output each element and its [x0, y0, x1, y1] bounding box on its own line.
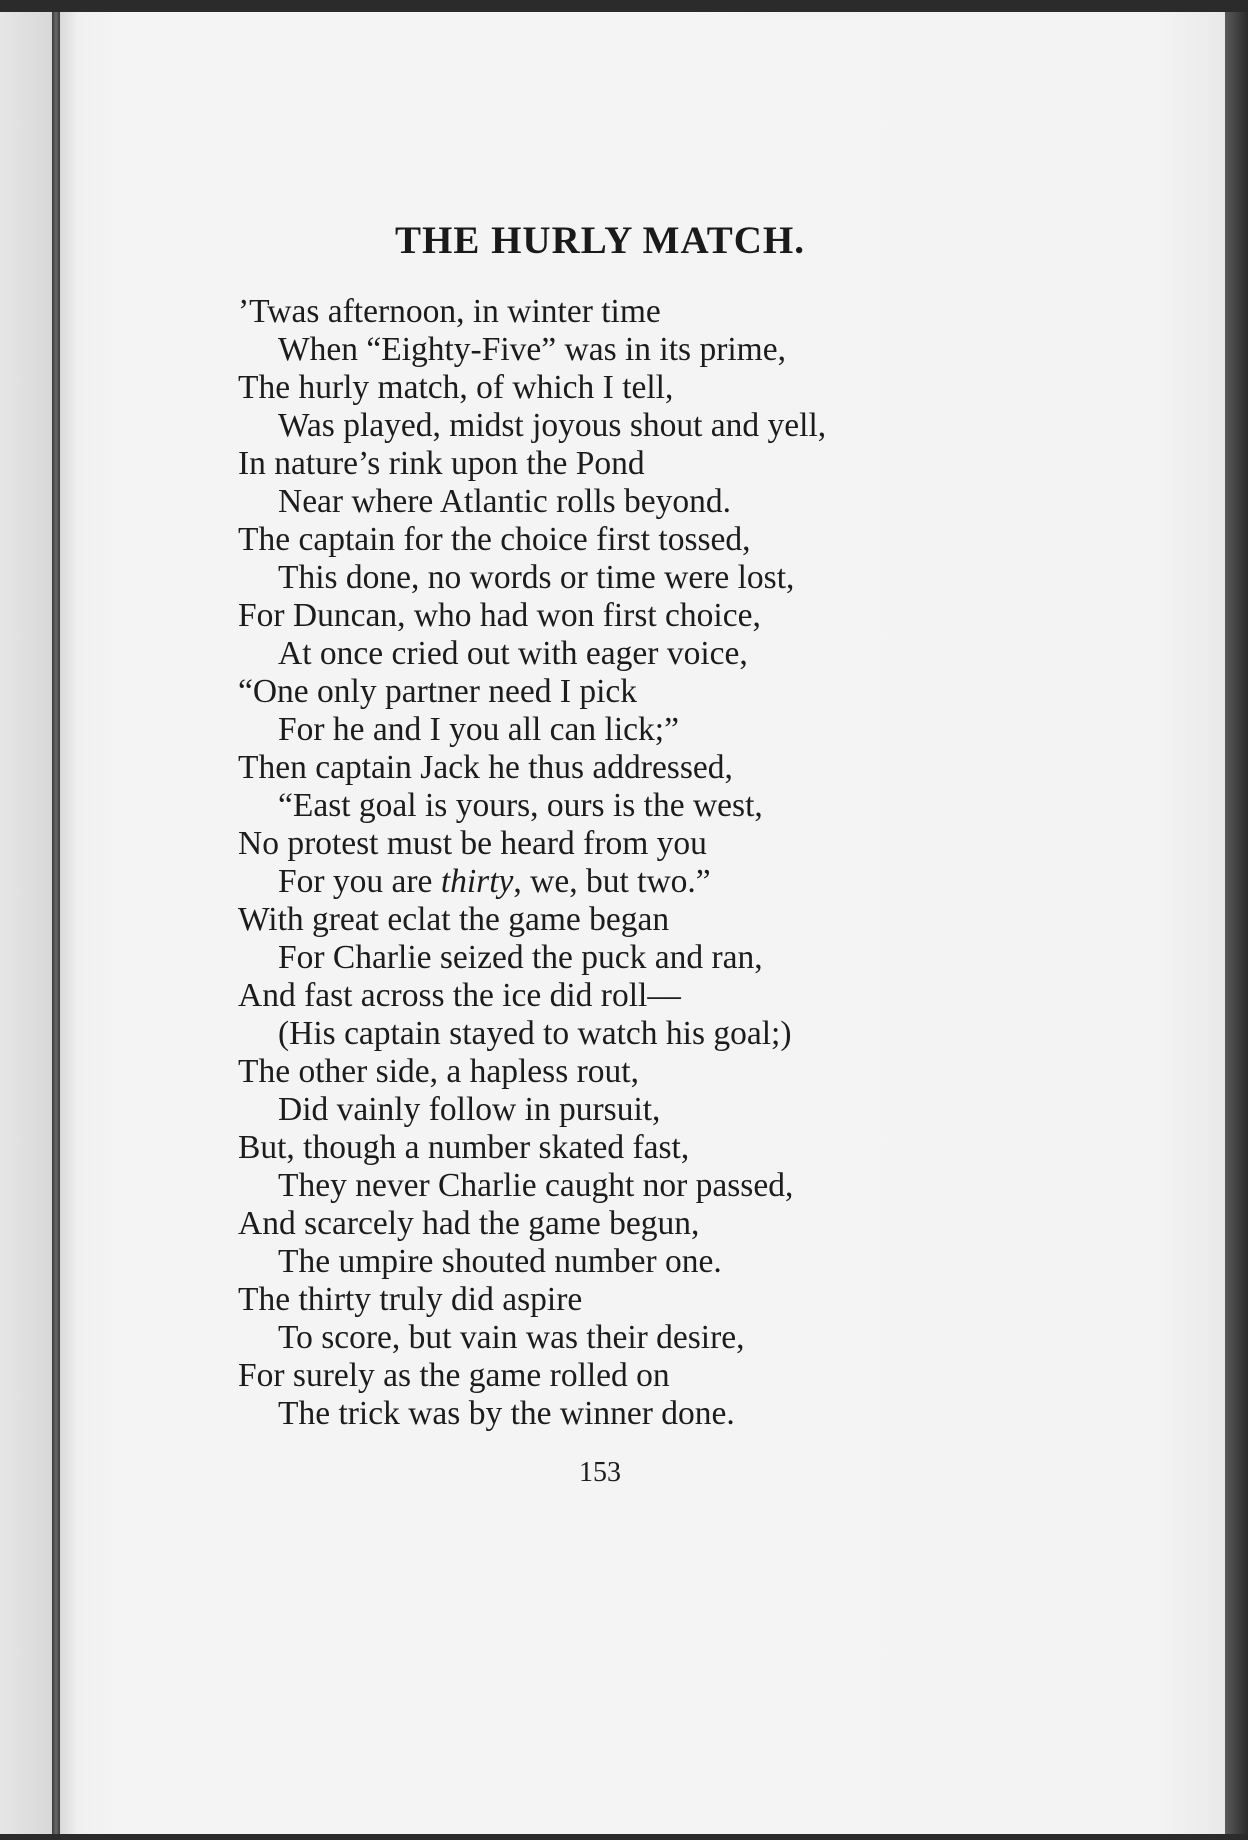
poem-line: “One only partner need I pick: [238, 673, 638, 710]
poem-line: They never Charlie caught nor passed,: [278, 1167, 794, 1204]
poem-line: In nature’s rink upon the Pond: [238, 445, 645, 482]
poem-line-text: , we, but two.”: [513, 863, 711, 900]
poem-line: Was played, midst joyous shout and yell,: [278, 407, 827, 444]
poem-line: And fast across the ice did roll—: [238, 977, 681, 1014]
poem-line: The trick was by the winner done.: [278, 1395, 735, 1432]
page-number: 153: [579, 1457, 621, 1488]
poem-line: Near where Atlantic rolls beyond.: [278, 483, 732, 520]
poem-line-text: For you are: [278, 863, 441, 900]
poem-line: The other side, a hapless rout,: [238, 1053, 639, 1090]
poem-line: (His captain stayed to watch his goal;): [278, 1015, 792, 1052]
poem-line: At once cried out with eager voice,: [278, 635, 748, 672]
poem-line: This done, no words or time were lost,: [278, 559, 795, 596]
poem-line: To score, but vain was their desire,: [278, 1319, 745, 1356]
poem-line: No protest must be heard from you: [238, 825, 707, 862]
book-gutter: [52, 12, 60, 1834]
poem-line: For Duncan, who had won first choice,: [238, 597, 761, 634]
poem-line: For surely as the game rolled on: [238, 1357, 670, 1394]
poem-line-emphasis: thirty: [440, 863, 514, 900]
poem-line: The captain for the choice first tossed,: [238, 521, 751, 558]
poem-line: [238, 863, 826, 901]
poem-line: When “Eighty-Five” was in its prime,: [278, 331, 786, 368]
poem-line: With great eclat the game began: [238, 901, 670, 938]
poem-line: The umpire shouted number one.: [278, 1243, 722, 1280]
poem-line: Did vainly follow in pursuit,: [278, 1091, 661, 1128]
poem-line: “East goal is yours, ours is the west,: [278, 787, 763, 824]
poem-line: The hurly match, of which I tell,: [238, 369, 674, 406]
poem-title: THE HURLY MATCH.: [394, 219, 806, 262]
poem-line: ’Twas afternoon, in winter time: [238, 293, 661, 330]
poem-line: But, though a number skated fast,: [238, 1129, 690, 1166]
poem-line: For Charlie seized the puck and ran,: [278, 939, 763, 976]
poem-line: For he and I you all can lick;”: [278, 711, 679, 748]
page-right-edge: [1225, 12, 1248, 1834]
poem-body: [238, 293, 826, 1433]
poem-line: And scarcely had the game begun,: [238, 1205, 700, 1242]
poem-line: Then captain Jack he thus addressed,: [238, 749, 733, 786]
poem-line: The thirty truly did aspire: [238, 1281, 583, 1318]
facing-page-edge: [0, 12, 52, 1834]
